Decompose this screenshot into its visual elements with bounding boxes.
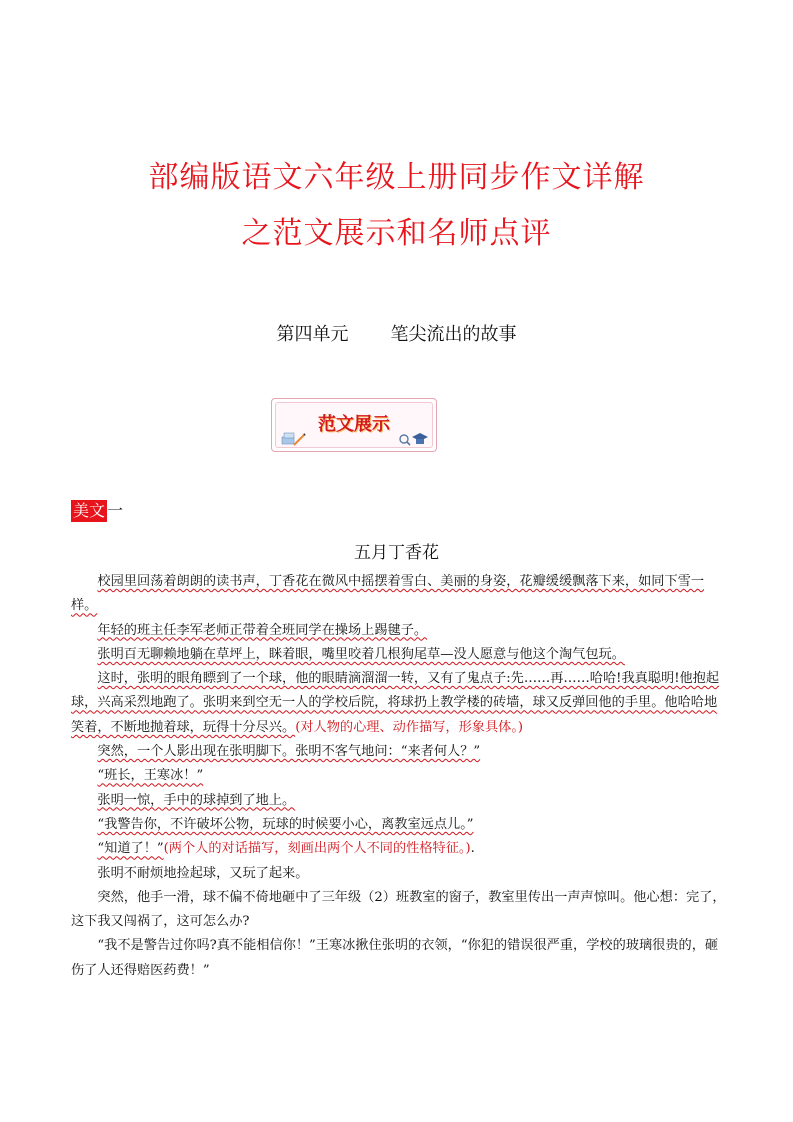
article-tag-label: 美文	[73, 501, 106, 520]
paragraph: 年轻的班主任李军老师正带着全班同学在操场上踢毽子。	[97, 622, 428, 638]
paragraph: 张明一惊，手中的球掉到了地上。	[97, 792, 296, 808]
article-tag	[71, 500, 123, 522]
paragraph: 突然，一个人影出现在张明脚下。张明不客气地问：“来者何人？”	[97, 744, 481, 760]
books-pencil-icon	[280, 429, 306, 447]
unit-theme: 笔尖流出的故事	[390, 324, 517, 345]
unit-label: 第四单元	[276, 324, 349, 345]
paragraph: “班长，王寒冰！”	[97, 768, 204, 784]
paragraph: “知道了！”(两个人的对话描写，刻画出两个人不同的性格特征。).	[97, 841, 475, 857]
paragraph: 张明百无聊赖地躺在草坪上，眯着眼，嘴里咬着几根狗尾草—没人愿意与他这个淘气包玩。	[97, 646, 625, 662]
doc-title-line1: 部编版语文六年级上册同步作文详解	[148, 160, 645, 195]
section-banner	[271, 398, 437, 452]
doc-title-line2: 之范文展示和名师点评	[241, 216, 552, 251]
paragraph: 张明不耐烦地捡起球，又玩了起来。	[97, 865, 309, 881]
teacher-comment: (对人物的心理、动作描写，形象具体。)	[295, 719, 524, 735]
teacher-comment: (两个人的对话描写，刻画出两个人不同的性格特征。)	[163, 841, 471, 857]
essay-body	[71, 570, 726, 983]
banner-text: 范文展示	[318, 414, 390, 435]
unit-heading	[0, 320, 793, 346]
paragraph: “我不是警告过你吗?真不能相信你！”王寒冰揪住张明的衣领，“你犯的错误很严重，学校的玻璃很贵的，砸伤了人还得赔医药费！”	[71, 938, 719, 978]
paragraph: 这时，张明的眼角瞟到了一个球，他的眼睛滴溜溜一转，又有了鬼点子:先……再……哈哈!我真聪明!他抱起球，兴高采烈地跑了。张明来到空无一人的学校后院，将球扔上教学楼的砖墙，球又反弹回他的手里。他哈哈地笑着，不断地抛着球，玩得十分尽兴。(对人物的心理、动作描写，形象具体。)	[71, 671, 720, 735]
paragraph: “我警告你，不许破坏公物，玩球的时候要小心，离教室远点儿。”	[97, 816, 474, 832]
essay-title: 五月丁香花	[354, 543, 439, 563]
paragraph: 突然，他手一滑，球不偏不倚地砸中了三年级（2）班教室的窗子，教室里传出一声声惊叫。他心想：完了，这下我又闯祸了，这可怎么办?	[71, 889, 726, 930]
paragraph: 校园里回荡着朗朗的读书声，丁香花在微风中摇摆着雪白、美丽的身姿，花瓣缓缓飘落下来，如同下雪一样。	[71, 574, 705, 614]
magnifier-cap-icon	[398, 429, 428, 447]
article-tag-number: 一	[107, 501, 124, 520]
